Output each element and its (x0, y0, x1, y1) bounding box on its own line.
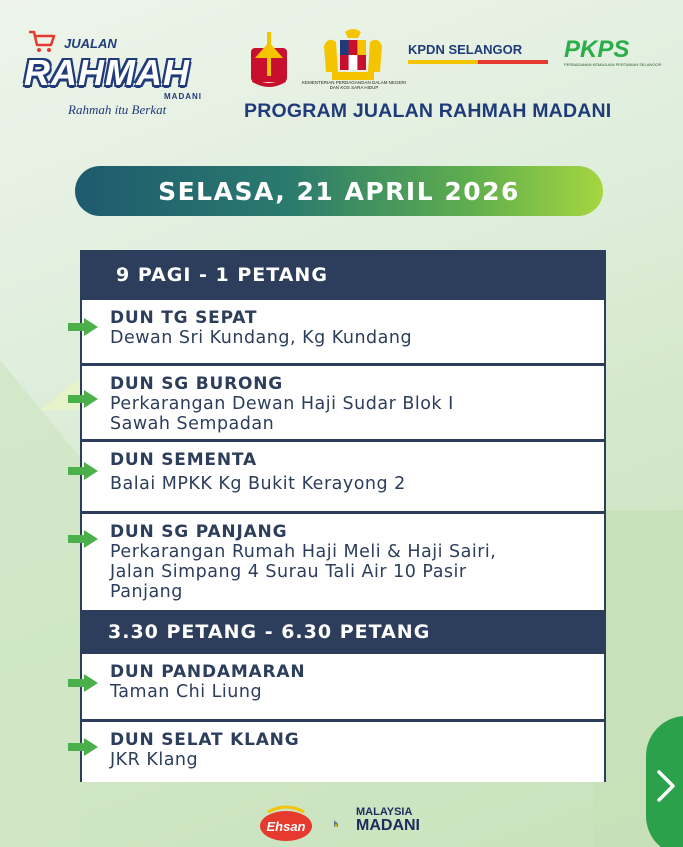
schedule-table (80, 250, 606, 782)
event-date: SELASA, 21 APRIL 2026 (158, 176, 520, 206)
chevron-right-icon (656, 769, 676, 803)
logo-jualan-text: JUALAN (64, 36, 117, 51)
date-banner (75, 166, 603, 216)
background-shape (0, 360, 80, 847)
pkps-logo: PKPS (564, 36, 630, 63)
arrow-right-icon (68, 462, 98, 480)
jualan-rahmah-logo (24, 30, 224, 120)
pkps-subtitle: PERBADANAN KEMAJUAN PERTANIAN SELANGOR (564, 62, 662, 67)
mm-line2: MADANI (356, 817, 420, 834)
malaysia-madani-text (356, 806, 420, 834)
location-line: Perkarangan Dewan Haji Sudar Blok I (110, 394, 454, 414)
kpdn-selangor-logo: KPDN SELANGOR (408, 42, 523, 57)
location-line: Panjang (110, 582, 183, 602)
shopping-cart-icon (28, 30, 56, 54)
schedule-entry (80, 366, 606, 442)
schedule-entry (80, 442, 606, 514)
schedule-entry (80, 514, 606, 610)
schedule-entry (80, 654, 606, 722)
session-time-header: 9 PAGI - 1 PETANG (80, 250, 606, 300)
location-line: Dewan Sri Kundang, Kg Kundang (110, 328, 413, 348)
arrow-right-icon (68, 738, 98, 756)
location-line: Balai MPKK Kg Bukit Kerayong 2 (110, 474, 406, 494)
dun-name: DUN SG BURONG (110, 374, 284, 394)
arrow-right-icon (68, 530, 98, 548)
session-time-header: 3.30 PETANG - 6.30 PETANG (80, 610, 606, 654)
schedule-entry (80, 722, 606, 782)
dun-name: DUN SG PANJANG (110, 522, 288, 542)
program-title: PROGRAM JUALAN RAHMAH MADANI (244, 100, 612, 122)
dun-name: DUN SELAT KLANG (110, 730, 300, 750)
schedule-entry (80, 300, 606, 366)
logo-madani-text: MADANI (164, 92, 202, 101)
mm-line1: MALAYSIA (356, 806, 413, 818)
next-slide-button[interactable] (646, 716, 683, 847)
ehsan-text: Ehsan (266, 819, 306, 834)
selangor-crest-icon (245, 28, 293, 94)
malaysia-madani-logo-icon (334, 806, 354, 842)
arrow-right-icon (68, 318, 98, 336)
malaysia-coat-of-arms-icon (318, 28, 388, 86)
location-line: Jalan Simpang 4 Surau Tali Air 10 Pasir (110, 562, 467, 582)
location-line: Taman Chi Liung (110, 682, 263, 702)
location-line: JKR Klang (110, 750, 199, 770)
dun-name: DUN PANDAMARAN (110, 662, 306, 682)
ehsan-logo (258, 804, 314, 844)
ministry-name: KEMENTERIAN PERDAGANGAN DALAM NEGERI DAN KOS SARA HIDUP (301, 80, 407, 91)
location-line: Sawah Sempadan (110, 414, 275, 434)
dun-name: DUN TG SEPAT (110, 308, 258, 328)
arrow-right-icon (68, 674, 98, 692)
arrow-right-icon (68, 390, 98, 408)
dun-name: DUN SEMENTA (110, 450, 257, 470)
logo-tagline: Rahmah itu Berkat (68, 102, 167, 117)
logo-rahmah-text: RAHMAH (24, 52, 190, 93)
location-line: Perkarangan Rumah Haji Meli & Haji Sairi, (110, 542, 497, 562)
kpdn-color-bar (408, 60, 548, 64)
